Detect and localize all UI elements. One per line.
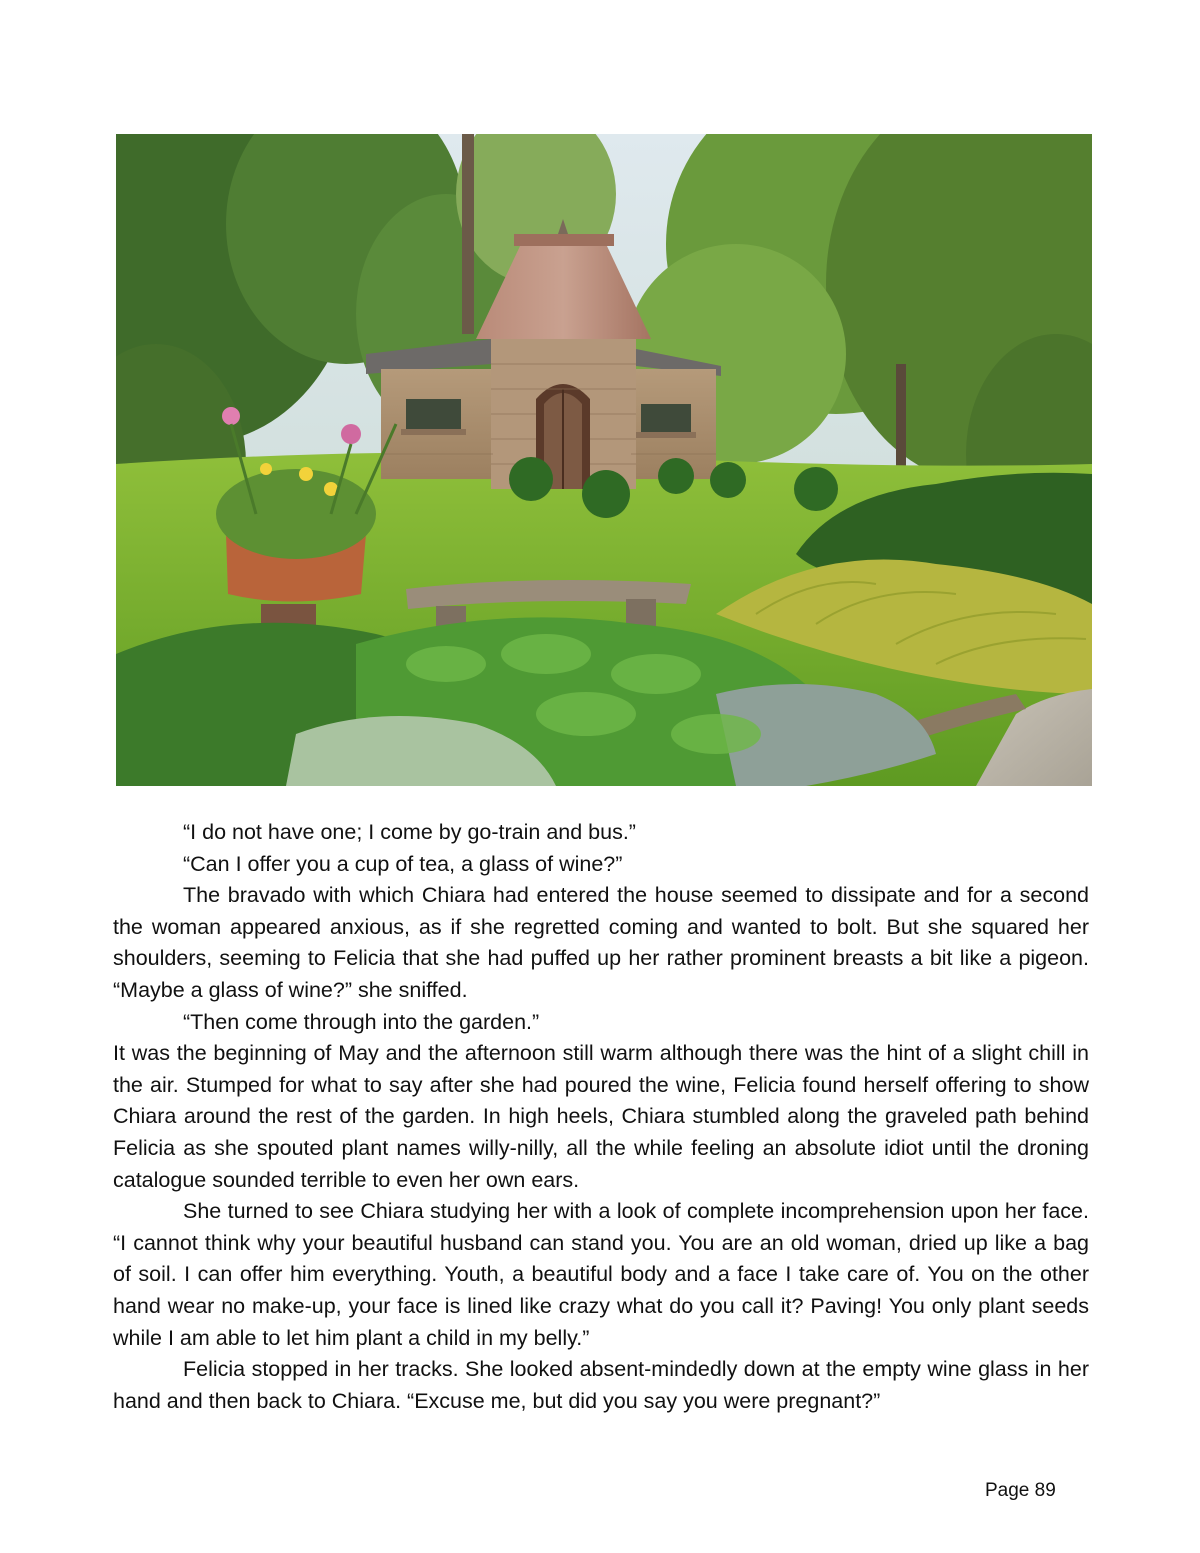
- paragraph: “I do not have one; I come by go-train and bus.”: [183, 820, 636, 844]
- paragraph: “Then come through into the garden.”: [183, 1009, 540, 1034]
- paragraph: Felicia stopped in her tracks. She looked absent-mindedly down at the empty wine glass in her hand and then back to Chiara. “Excuse me, but did you say you were pregnant?”: [113, 1357, 1089, 1413]
- page-number: Page 89: [985, 1480, 1056, 1501]
- paragraph: “Can I offer you a cup of tea, a glass of wine?”: [183, 851, 623, 876]
- paragraph: It was the beginning of May and the afternoon still warm although there was the hint of a slight chill in the air. Stumped for what to say after she had poured the wine, Felicia found herself offering to show Chiara around the rest of the garden. In high heels, Chiara stumbled along the graveled path behind Felicia as she spouted plant names willy-nilly, all the while feeling an absolute idiot until the droning catalogue sounded terrible to even her own ears.: [113, 1041, 1089, 1192]
- story-text: [113, 817, 1089, 1417]
- garden-cottage-illustration: [116, 134, 1092, 786]
- garden-photo: [116, 134, 1092, 786]
- paragraph: She turned to see Chiara studying her with a look of complete incomprehension upon her face. “I cannot think why your beautiful husband can stand you. You are an old woman, dried up like a bag of soil. I can offer him everything. Youth, a beautiful body and a face I take care of. You on the other hand wear no make-up, your face is lined like crazy what do you call it? Paving! You only plant seeds while I am able to let him plant a child in my belly.”: [113, 1199, 1089, 1350]
- paragraph: The bravado with which Chiara had entered the house seemed to dissipate and for a second the woman appeared anxious, as if she regretted coming and wanted to bolt. But she squared her shoulders, seeming to Felicia that she had puffed up her rather prominent breasts a bit like a pigeon. “Maybe a glass of wine?” she sniffed.: [113, 883, 1089, 1002]
